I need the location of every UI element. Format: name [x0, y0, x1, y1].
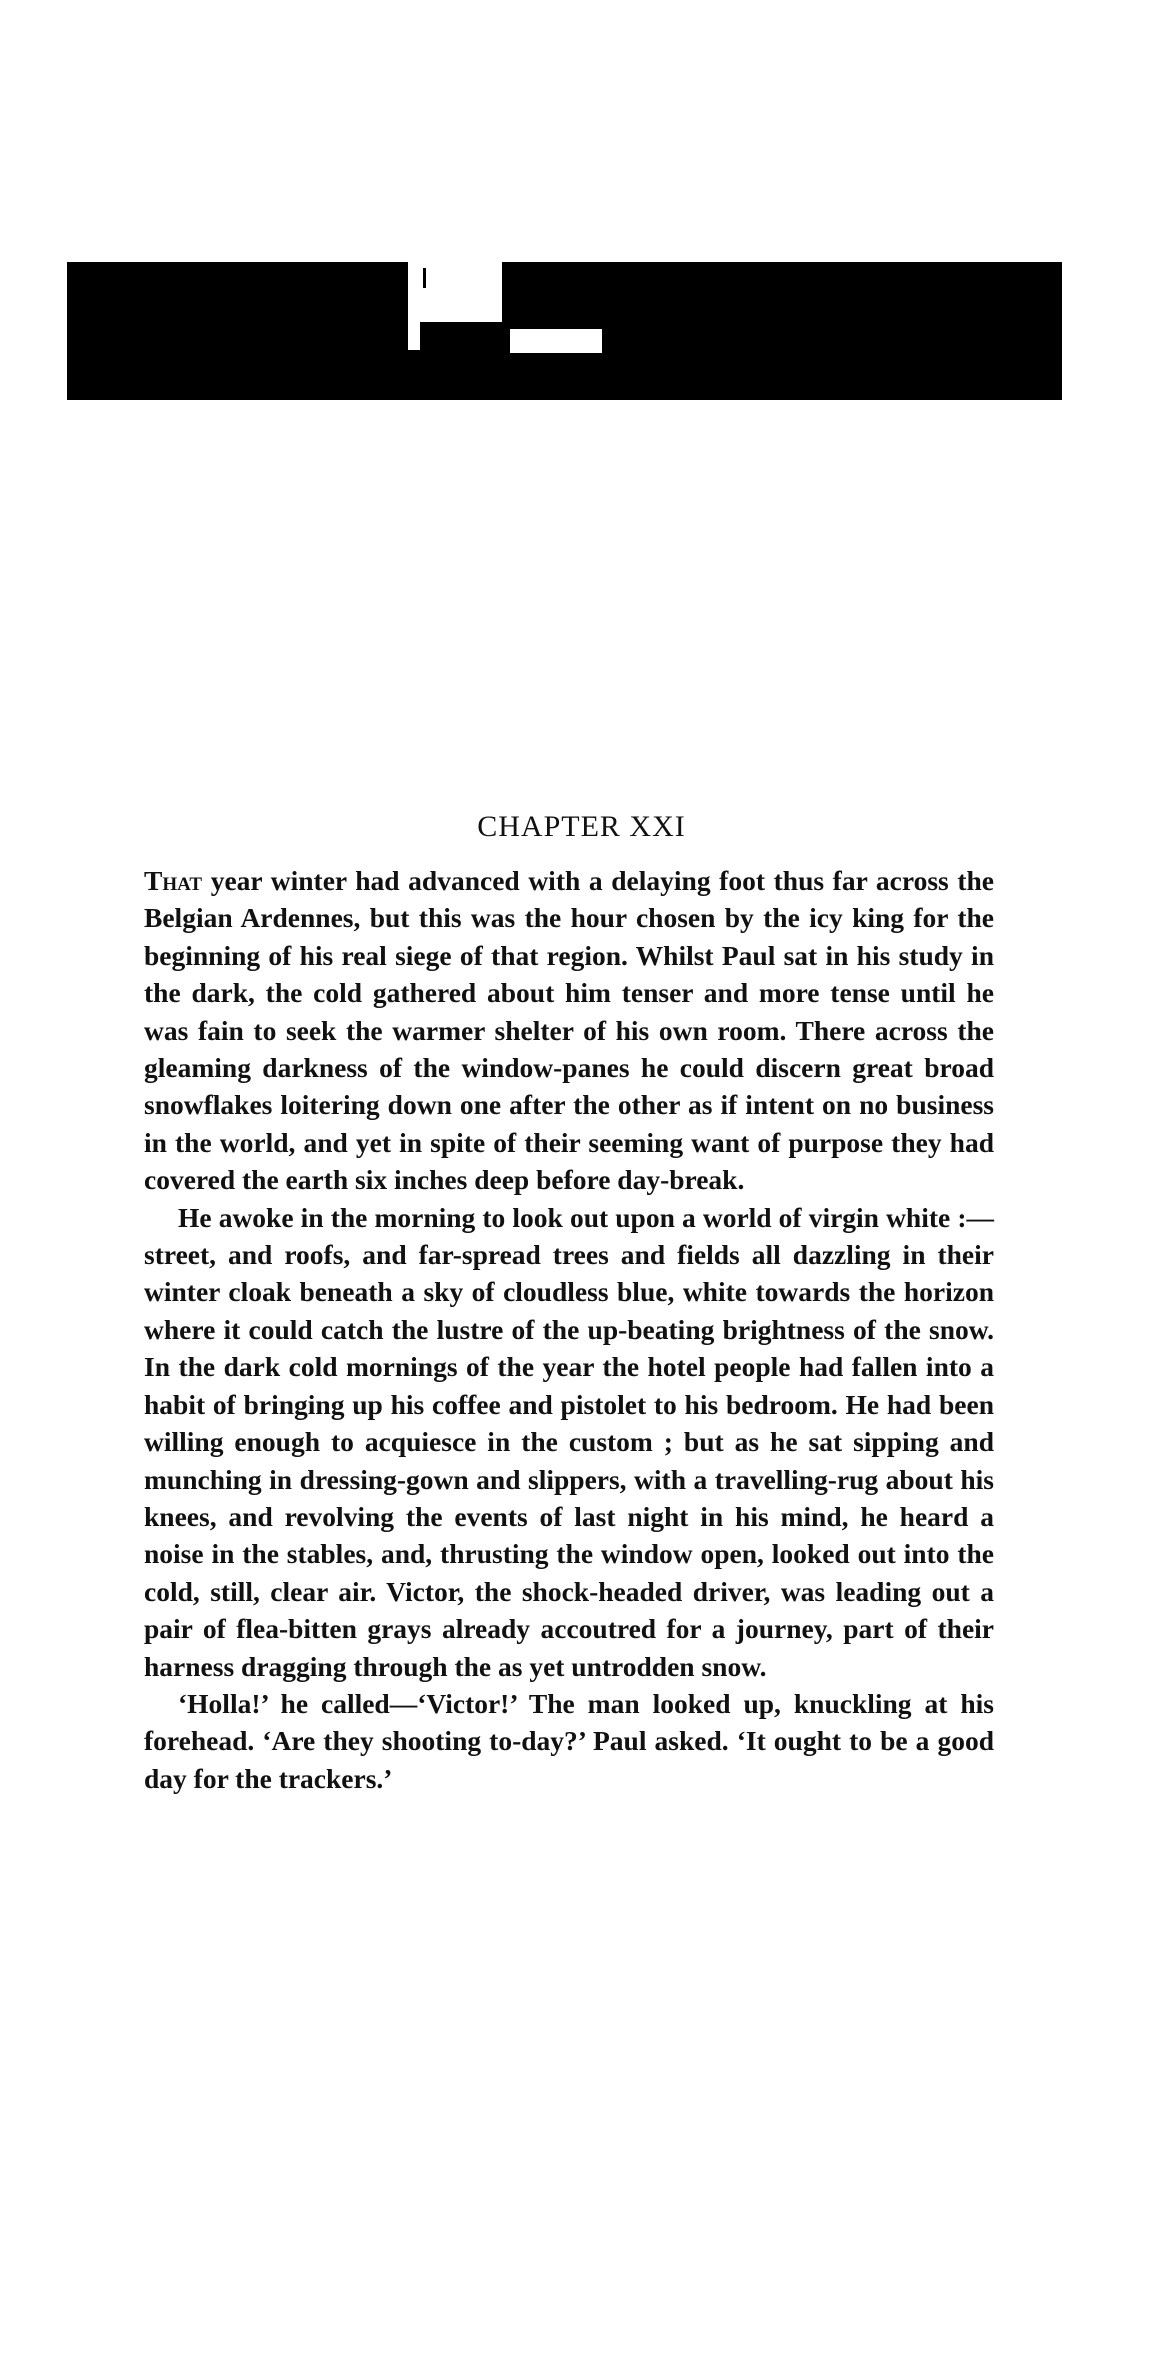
chapter-title: CHAPTER XXI: [477, 810, 686, 844]
scan-artifact: [510, 329, 602, 353]
paragraph: He awoke in the morning to look out upon a world of virgin white :—street, and roofs, and far-spread trees and fields all dazzling in their winter cloak beneath a sky of cloudless blue, white towards the horizon where it could catch the lustre of the up-beating brightness of the snow. In the dark cold mornings of the year the hotel people had fallen into a habit of bringing up his coffee and pistolet to his bedroom. He had been willing enough to acquiesce in the custom ; but as he sat sipping and munching in dressing-gown and slippers, with a travelling-rug about his knees, and revolving the events of last night in his mind, he heard a noise in the stables, and, thrusting the window open, looked out into the cold, still, clear air. Victor, the shock-headed driver, was leading out a pair of flea-bitten grays already accoutred for a journey, part of their harness dragging through the as yet untrodden snow.: [144, 1201, 994, 1682]
chapter-body: [144, 862, 994, 1797]
paragraph-text: year winter had advanced with a delaying foot thus far across the Belgian Ardennes, but this was the hour chosen by the icy king for the beginning of his real siege of that region. Whilst Paul sat in his study in the dark, the cold gathered about him tenser and more tense until he was fain to seek the warmer shelter of his own room. There across the gleaming darkness of the window-panes he could discern great broad snowflakes loitering down one after the other as if intent on no business in the world, and yet in spite of their seeming want of purpose they had covered the earth six inches deep before day-break.: [144, 865, 994, 1196]
paragraph: ‘Holla!’ he called—‘Victor!’ The man looked up, knuckling at his forehead. ‘Are they shooting to-day?’ Paul asked. ‘It ought to be a good day for the trackers.’: [144, 1687, 994, 1794]
lead-word: That: [144, 865, 203, 896]
paragraph: [144, 862, 994, 1199]
scan-artifact: [408, 322, 420, 350]
scan-artifact: [423, 268, 426, 288]
